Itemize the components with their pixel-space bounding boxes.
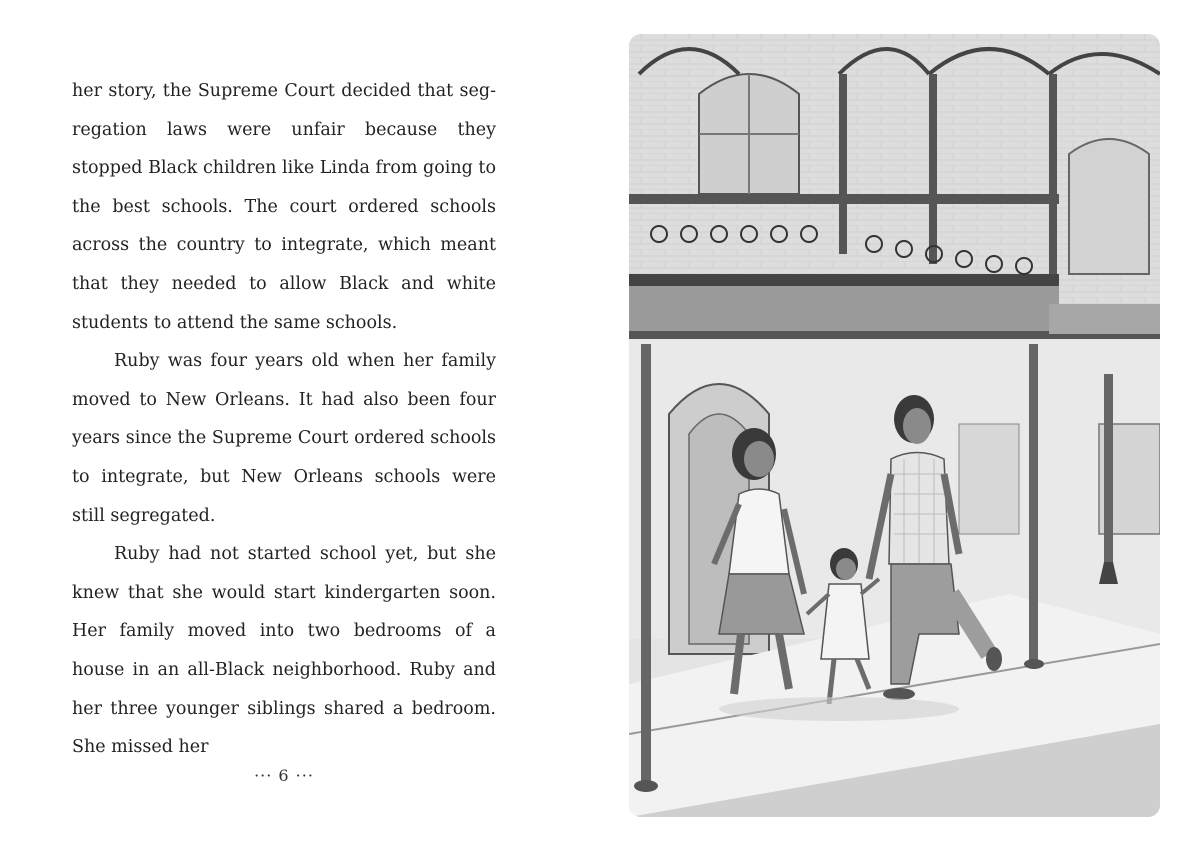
page-number: ··· 6 ···	[254, 766, 314, 785]
paragraph-2: Ruby was four years old when her family moved to New Orleans. It had also been four years since the Supreme Court ordered schools to integrate, but New Orleans schools were still segregated.	[72, 351, 496, 526]
paragraph-1: her story, the Supreme Court decided that segregation laws were unfair because they stopped Black children like Linda from going to the best schools. The court ordered schools across the country to integrate, which meant that they needed to allow Black and white students to attend the same schools.	[72, 81, 496, 333]
paragraph-3: Ruby had not started school yet, but she knew that she would start kindergarten soon. Her family moved into two bedrooms of a house in an all-Black neighborhood. Ruby and her three younger siblings shared a bedroom. She missed her	[72, 544, 496, 758]
family-walking-illustration	[629, 34, 1160, 817]
text-page	[72, 72, 496, 767]
